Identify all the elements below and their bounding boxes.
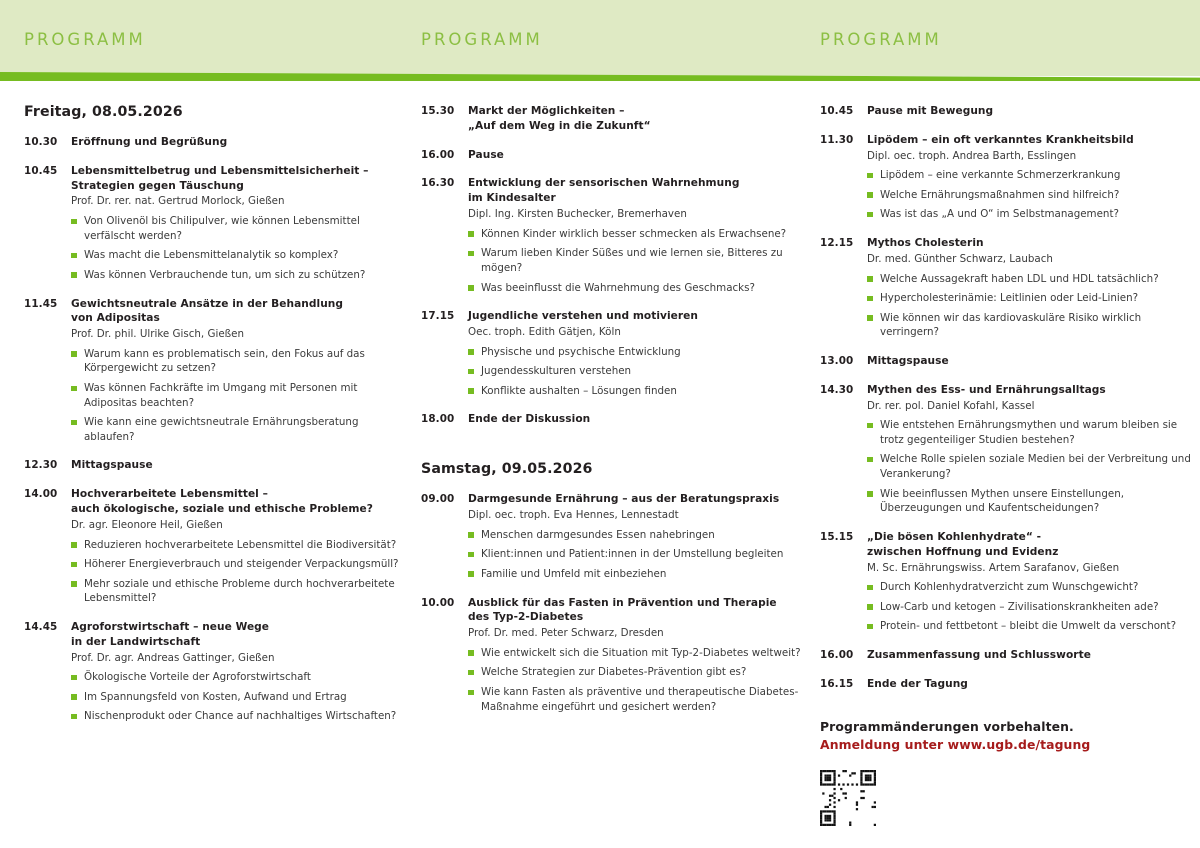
entry-body <box>468 596 803 715</box>
entry-bullet-item: Welche Rolle spielen soziale Medien bei der Verbreitung und Verankerung? <box>867 452 1196 481</box>
bullet-square-icon <box>71 420 77 426</box>
entry-speaker: Dipl. Ing. Kirsten Buchecker, Bremerhaven <box>468 208 687 221</box>
entry-body <box>867 530 1196 634</box>
program-entry <box>421 309 803 398</box>
entry-time: 17.15 <box>421 310 455 323</box>
program-entry <box>421 492 803 581</box>
program-column-2 <box>421 104 803 728</box>
program-entry <box>421 148 803 163</box>
entry-speaker: Prof. Dr. agr. Andreas Gattinger, Gießen <box>71 651 275 664</box>
entry-bullet-item: Was können Fachkräfte im Umgang mit Personen mit Adipositas beachten? <box>71 381 406 410</box>
program-entry <box>820 133 1196 222</box>
entry-time: 15.30 <box>421 105 455 117</box>
program-entry <box>421 596 803 715</box>
entry-bullet-list <box>71 538 406 606</box>
entry-title: Hochverarbeitete Lebensmittel – auch ökologische, soziale und ethische Probleme? <box>71 488 373 516</box>
bullet-square-icon <box>867 315 873 321</box>
entry-body <box>867 383 1196 516</box>
program-entry <box>820 648 1196 663</box>
entry-time: 11.30 <box>820 133 854 146</box>
program-entry <box>421 412 803 427</box>
entry-body <box>468 148 803 163</box>
bullet-square-icon <box>468 670 474 676</box>
entry-body <box>71 135 406 150</box>
entry-bullet-item: Warum lieben Kinder Süßes und wie lernen sie, Bitteres zu mögen? <box>468 246 803 275</box>
entry-title: „Die bösen Kohlenhydrate“ - zwischen Hoffnung und Evidenz <box>867 530 1059 558</box>
entry-bullet-list <box>468 227 803 295</box>
entry-bullet-item: Mehr soziale und ethische Probleme durch hochverarbeitete Lebensmittel? <box>71 577 406 606</box>
entry-bullet-item: Was können Verbrauchende tun, um sich zu schützen? <box>71 268 406 283</box>
entry-speaker: Dr. agr. Eleonore Heil, Gießen <box>71 518 223 531</box>
entry-bullet-item: Wie kann Fasten als präventive und therapeutische Diabetes-Maßnahme eingeführt und gesichert werden? <box>468 685 803 714</box>
entry-time: 10.00 <box>421 596 455 609</box>
entry-title: Gewichtsneutrale Ansätze in der Behandlung von Adipositas <box>71 297 344 325</box>
program-entry <box>24 297 406 445</box>
entry-bullet-list <box>867 168 1196 222</box>
entry-bullet-item: Physische und psychische Entwicklung <box>468 345 803 360</box>
entry-time: 13.00 <box>820 354 854 367</box>
entry-title: Mittagspause <box>867 354 949 367</box>
program-entry <box>820 104 1196 119</box>
entry-time: 10.45 <box>820 105 854 117</box>
entry-speaker: Prof. Dr. phil. Ulrike Gisch, Gießen <box>71 328 245 341</box>
entry-title: Ausblick für das Fasten in Prävention und Therapie des Typ-2-Diabetes <box>468 596 777 624</box>
entry-bullet-item: Klient:innen und Patient:innen in der Umstellung begleiten <box>468 547 803 562</box>
bullet-square-icon <box>867 276 873 282</box>
entry-title: Mythos Cholesterin <box>867 237 984 250</box>
entry-speaker: Dipl. oec. troph. Eva Hennes, Lennestadt <box>468 509 679 522</box>
entry-bullet-item: Welche Strategien zur Diabetes-Prävention gibt es? <box>468 665 803 680</box>
entry-body <box>867 677 1196 692</box>
qr-code <box>820 770 876 826</box>
entry-body <box>867 133 1196 222</box>
entry-bullet-item: Durch Kohlenhydratverzicht zum Wunschgewicht? <box>867 580 1196 595</box>
program-entry <box>24 458 406 473</box>
bullet-square-icon <box>867 457 873 463</box>
entry-bullet-item: Familie und Umfeld mit einbeziehen <box>468 567 803 582</box>
bullet-square-icon <box>867 212 873 218</box>
bullet-square-icon <box>867 624 873 630</box>
entry-bullet-list <box>867 580 1196 634</box>
footer-note <box>820 718 1196 826</box>
entry-bullet-item: Wie entstehen Ernährungsmythen und warum bleiben sie trotz gegenteiliger Studien bestehen? <box>867 418 1196 447</box>
entry-bullet-list <box>71 214 406 282</box>
entry-title: Ende der Diskussion <box>468 413 591 426</box>
entry-title: Lebensmittelbetrug und Lebensmittelsicherheit – Strategien gegen Täuschung <box>71 164 369 192</box>
bullet-square-icon <box>867 491 873 497</box>
program-entry <box>421 104 803 134</box>
program-entry <box>820 383 1196 516</box>
entry-title: Entwicklung der sensorischen Wahrnehmung im Kindesalter <box>468 177 740 205</box>
header-title-column-3: PROGRAMM <box>820 30 942 49</box>
entry-speaker: Prof. Dr. rer. nat. Gertrud Morlock, Gießen <box>71 195 285 208</box>
program-entry <box>820 354 1196 369</box>
entry-body <box>867 354 1196 369</box>
bullet-square-icon <box>468 251 474 257</box>
bullet-square-icon <box>867 192 873 198</box>
entry-bullet-item: Wie kann eine gewichtsneutrale Ernährungsberatung ablaufen? <box>71 415 406 444</box>
entry-time: 14.30 <box>820 383 854 396</box>
entry-bullet-item: Low-Carb und ketogen – Zivilisationskrankheiten ade? <box>867 600 1196 615</box>
header-titles <box>0 0 1200 72</box>
entry-time: 14.45 <box>24 620 58 633</box>
entry-body <box>468 412 803 427</box>
bullet-square-icon <box>867 423 873 429</box>
entry-time: 10.45 <box>24 164 58 177</box>
program-columns <box>0 104 1200 844</box>
entry-title: Ende der Tagung <box>867 677 968 690</box>
bullet-square-icon <box>468 285 474 291</box>
entry-body <box>867 648 1196 663</box>
entry-speaker: Dr. med. Günther Schwarz, Laubach <box>867 252 1053 265</box>
bullet-square-icon <box>71 272 77 278</box>
bullet-square-icon <box>71 581 77 587</box>
bullet-square-icon <box>71 253 77 259</box>
entry-title: Pause <box>468 148 504 161</box>
program-entry <box>820 236 1196 340</box>
entry-body <box>71 487 406 606</box>
entry-time: 16.30 <box>421 177 455 190</box>
registration-link[interactable]: Anmeldung unter www.ugb.de/tagung <box>820 737 1091 753</box>
bullet-square-icon <box>867 604 873 610</box>
entry-bullet-list <box>71 347 406 445</box>
entry-speaker: Prof. Dr. med. Peter Schwarz, Dresden <box>468 627 664 640</box>
bullet-square-icon <box>468 231 474 237</box>
entry-title: Eröffnung und Begrüßung <box>71 136 228 148</box>
entry-time: 14.00 <box>24 488 58 501</box>
program-changes-notice: Programmänderungen vorbehalten. <box>820 718 1074 734</box>
program-entry <box>421 176 803 295</box>
header-title-column-1: PROGRAMM <box>24 30 146 49</box>
entry-title: Pause mit Bewegung <box>867 105 994 117</box>
entry-bullet-list <box>71 670 406 724</box>
entry-body <box>71 458 406 473</box>
entry-time: 16.15 <box>820 677 854 690</box>
entry-bullet-item: Protein- und fettbetont – bleibt die Umwelt da verschont? <box>867 619 1196 634</box>
bullet-square-icon <box>71 351 77 357</box>
entry-bullet-item: Im Spannungsfeld von Kosten, Aufwand und Ertrag <box>71 690 406 705</box>
entry-body <box>867 104 1196 119</box>
program-entry <box>24 620 406 724</box>
entry-bullet-item: Jugendesskulturen verstehen <box>468 364 803 379</box>
bullet-square-icon <box>468 369 474 375</box>
entry-title: Mythen des Ess- und Ernährungsalltags <box>867 383 1106 396</box>
entry-bullet-item: Reduzieren hochverarbeitete Lebensmittel die Biodiversität? <box>71 538 406 553</box>
entry-time: 15.15 <box>820 530 854 543</box>
entry-body <box>468 492 803 581</box>
bullet-square-icon <box>468 552 474 558</box>
entry-body <box>71 164 406 283</box>
entry-bullet-item: Was ist das „A und O“ im Selbstmanagement? <box>867 207 1196 222</box>
bullet-square-icon <box>867 173 873 179</box>
entry-title: Mittagspause <box>71 459 153 472</box>
entry-body <box>468 176 803 295</box>
entry-bullet-item: Können Kinder wirklich besser schmecken als Erwachsene? <box>468 227 803 242</box>
bullet-square-icon <box>468 690 474 696</box>
entry-time: 11.45 <box>24 297 58 310</box>
entry-body <box>468 309 803 398</box>
bullet-square-icon <box>71 542 77 548</box>
header-title-column-2: PROGRAMM <box>421 30 543 49</box>
entry-speaker: M. Sc. Ernährungswiss. Artem Sarafanov, Gießen <box>867 561 1120 574</box>
entry-bullet-item: Hypercholesterinämie: Leitlinien oder Leid-Linien? <box>867 291 1196 306</box>
entry-title: Lipödem – ein oft verkanntes Krankheitsbild <box>867 133 1134 146</box>
bullet-square-icon <box>867 296 873 302</box>
entry-body <box>867 236 1196 340</box>
entry-bullet-item: Höherer Energieverbrauch und steigender Verpackungsmüll? <box>71 557 406 572</box>
day-heading: Samstag, 09.05.2026 <box>421 461 593 478</box>
entry-speaker: Oec. troph. Edith Gätjen, Köln <box>468 326 621 339</box>
program-entry <box>24 135 406 150</box>
entry-title: Zusammenfassung und Schlussworte <box>867 648 1091 661</box>
entry-time: 10.30 <box>24 136 58 148</box>
entry-title: Jugendliche verstehen und motivieren <box>468 310 698 323</box>
qr-code-wrapper[interactable] <box>820 770 1196 826</box>
entry-bullet-item: Was beeinflusst die Wahrnehmung des Geschmacks? <box>468 281 803 296</box>
bullet-square-icon <box>468 650 474 656</box>
program-entry <box>24 487 406 606</box>
entry-body <box>468 104 803 134</box>
bullet-square-icon <box>468 388 474 394</box>
entry-bullet-list <box>468 345 803 399</box>
entry-bullet-list <box>867 418 1196 516</box>
entry-bullet-item: Warum kann es problematisch sein, den Fokus auf das Körpergewicht zu setzen? <box>71 347 406 376</box>
bullet-square-icon <box>71 562 77 568</box>
bullet-square-icon <box>468 349 474 355</box>
entry-time: 18.00 <box>421 413 455 426</box>
bullet-square-icon <box>71 675 77 681</box>
program-column-1 <box>24 104 406 738</box>
entry-time: 12.30 <box>24 459 58 472</box>
bullet-square-icon <box>468 532 474 538</box>
entry-title: Agroforstwirtschaft – neue Wege in der Landwirtschaft <box>71 620 270 648</box>
entry-bullet-item: Welche Ernährungsmaßnahmen sind hilfreich? <box>867 188 1196 203</box>
entry-body <box>71 620 406 724</box>
day-heading: Freitag, 08.05.2026 <box>24 104 183 120</box>
entry-speaker: Dr. rer. pol. Daniel Kofahl, Kassel <box>867 399 1035 412</box>
entry-time: 16.00 <box>421 148 455 161</box>
entry-bullet-list <box>468 528 803 582</box>
entry-time: 09.00 <box>421 493 455 506</box>
bullet-square-icon <box>71 386 77 392</box>
entry-time: 12.15 <box>820 237 854 250</box>
entry-speaker: Dipl. oec. troph. Andrea Barth, Esslingen <box>867 149 1077 162</box>
program-entry <box>820 530 1196 634</box>
bullet-square-icon <box>71 694 77 700</box>
entry-bullet-item: Lipödem – eine verkannte Schmerzerkrankung <box>867 168 1196 183</box>
bullet-square-icon <box>468 571 474 577</box>
entry-title: Markt der Möglichkeiten – „Auf dem Weg in die Zukunft“ <box>468 105 651 132</box>
entry-bullet-item: Ökologische Vorteile der Agroforstwirtschaft <box>71 670 406 685</box>
bullet-square-icon <box>71 714 77 720</box>
entry-bullet-item: Menschen darmgesundes Essen nahebringen <box>468 528 803 543</box>
entry-title: Darmgesunde Ernährung – aus der Beratungspraxis <box>468 493 780 506</box>
entry-body <box>71 297 406 445</box>
entry-bullet-item: Wie können wir das kardiovaskuläre Risiko wirklich verringern? <box>867 311 1196 340</box>
program-entry <box>820 677 1196 692</box>
entry-bullet-item: Was macht die Lebensmittelanalytik so komplex? <box>71 248 406 263</box>
entry-bullet-item: Nischenprodukt oder Chance auf nachhaltiges Wirtschaften? <box>71 709 406 724</box>
entry-bullet-list <box>867 272 1196 340</box>
program-entry <box>24 164 406 283</box>
bullet-square-icon <box>867 585 873 591</box>
entry-bullet-item: Welche Aussagekraft haben LDL und HDL tatsächlich? <box>867 272 1196 287</box>
entry-time: 16.00 <box>820 648 854 661</box>
entry-bullet-item: Wie beeinflussen Mythen unsere Einstellungen, Überzeugungen und Kaufentscheidungen? <box>867 487 1196 516</box>
program-column-3 <box>820 104 1196 826</box>
entry-bullet-list <box>468 646 803 714</box>
entry-bullet-item: Von Olivenöl bis Chilipulver, wie können Lebensmittel verfälscht werden? <box>71 214 406 243</box>
bullet-square-icon <box>71 219 77 225</box>
entry-bullet-item: Konflikte aushalten – Lösungen finden <box>468 384 803 399</box>
entry-bullet-item: Wie entwickelt sich die Situation mit Typ-2-Diabetes weltweit? <box>468 646 803 661</box>
